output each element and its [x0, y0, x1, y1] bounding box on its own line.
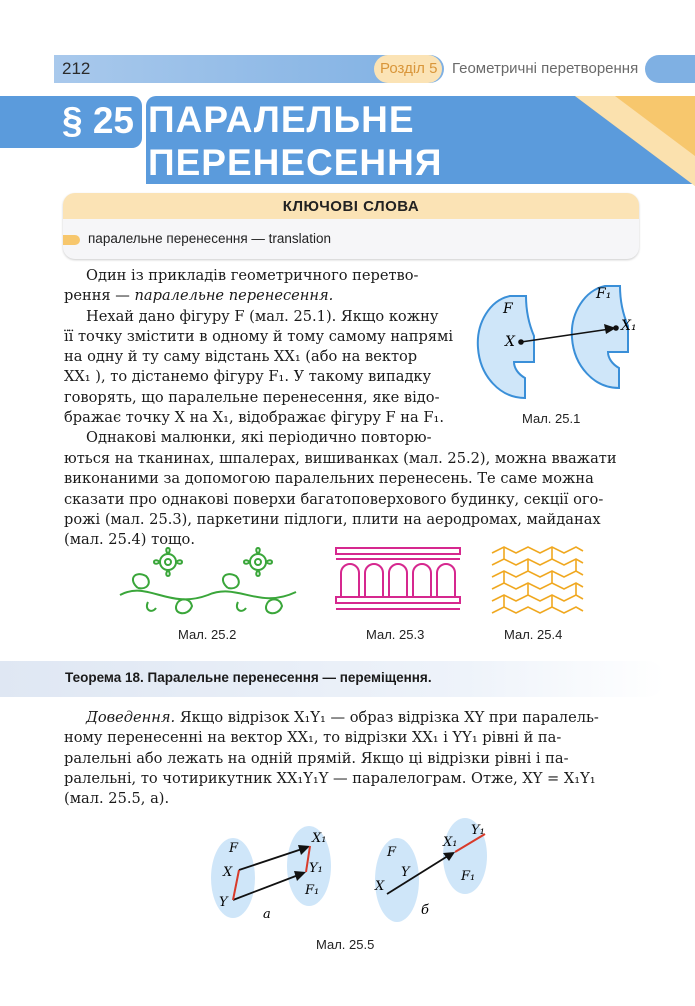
label-Y-b: Y [401, 865, 410, 880]
p2-line4: XX₁ ), то дістанемо фігуру F₁. У такому випадку [64, 368, 432, 386]
p3-line2: ються на тканинах, шпалерах, вишиванках (мал. 25.2), можна вважати [64, 450, 617, 467]
label-X-b: X [375, 879, 385, 894]
caption-25-4: Мал. 25.4 [504, 627, 563, 642]
p2-line5: говорять, що паралельне перенесення, яке відо- [64, 388, 440, 406]
figure-25-4 [490, 545, 585, 615]
label-X1-b: X₁ [443, 835, 458, 850]
label-b: б [421, 903, 429, 918]
label-a: а [263, 907, 271, 922]
proof-line2: ному перенесенні на вектор XX₁, то відрізки XX₁ і YY₁ рівні й па- [64, 729, 562, 747]
caption-25-3: Мал. 25.3 [366, 627, 425, 642]
fence-bottom-rail [336, 597, 460, 603]
chapter-title: Геометричні перетворення [452, 60, 639, 77]
keywords-heading: КЛЮЧОВІ СЛОВА [282, 198, 420, 215]
label-F1-b: F₁ [461, 869, 476, 884]
paragraph-1 [64, 266, 459, 449]
figure-25-2 [118, 540, 298, 620]
figure-25-5a [205, 818, 345, 928]
point-X [518, 339, 524, 345]
p2-line6: бражає точку X на X₁, відображає фігуру F на F₁. [64, 409, 444, 427]
keyword-item: паралельне перенесення — translation [88, 231, 331, 246]
label-X: X [505, 334, 515, 350]
caption-25-1: Мал. 25.1 [522, 411, 581, 426]
p3-line3: виконаними за допомогою паралельних перенесень. Те саме можна [64, 470, 594, 488]
section-title [148, 98, 442, 184]
banner-decoration [575, 96, 695, 186]
proof-line1-text: Якщо відрізок X₁Y₁ — образ відрізка XY при паралель- [175, 709, 599, 726]
p1-line2 [64, 286, 459, 306]
proof-line1 [64, 708, 640, 728]
section-number: § 25 [62, 100, 135, 141]
label-Y-a: Y [219, 895, 228, 910]
label-Y1-a: Y₁ [309, 861, 323, 876]
label-X1: X₁ [621, 318, 637, 334]
header-right-pill [645, 55, 695, 83]
p2-line2: її точку змістити в одному й тому самому напрямі [64, 327, 454, 345]
proof-label: Доведення. [86, 709, 176, 726]
figure-25-1 [470, 278, 645, 408]
label-F-b: F [387, 845, 397, 860]
figure-25-5b [365, 810, 505, 930]
p1-line2-emphasis: паралельне перенесення. [134, 287, 334, 305]
label-X1-a: X₁ [312, 831, 327, 846]
p3-line5: рожі (мал. 25.3), паркетини підлоги, плити на аеродромах, майданах [64, 510, 601, 528]
p1-line1: Один із прикладів геометричного перетво- [86, 267, 419, 284]
p1-line2-text: рення — [64, 287, 135, 305]
caption-25-2: Мал. 25.2 [178, 627, 237, 642]
p2-line3: на одну й ту саму відстань XX₁ (або на вектор [64, 348, 418, 366]
section-title-line1: ПАРАЛЕЛЬНЕ [148, 99, 415, 140]
label-X-a: X [223, 865, 233, 880]
flower-2 [250, 554, 266, 570]
p3-line4: сказати про однакові поверхи багатоповерхового будинку, секції ого- [64, 490, 604, 508]
p3-line6: (мал. 25.4) тощо. [64, 531, 195, 549]
label-Y1-b: Y₁ [471, 823, 485, 838]
page-number: 212 [62, 59, 91, 78]
label-F1: F₁ [596, 286, 612, 302]
chapter-label: Розділ 5 [380, 60, 438, 77]
figure-25-3 [333, 545, 463, 615]
label-F-a: F [229, 841, 239, 856]
section-title-line2: ПЕРЕНЕСЕННЯ [148, 142, 443, 183]
caption-25-5: Мал. 25.5 [316, 937, 375, 952]
fence-top-rail [336, 548, 460, 554]
label-F1-a: F₁ [305, 883, 320, 898]
point-X1 [613, 325, 619, 331]
keyword-bullet [63, 235, 80, 245]
paragraph-3 [64, 449, 640, 550]
p3-line1: Однакові малюнки, які періодично повторю- [86, 429, 432, 447]
p2-line1: Нехай дано фігуру F (мал. 25.1). Якщо кожну [86, 307, 439, 325]
proof-line5: (мал. 25.5, а). [64, 790, 170, 808]
proof-line4: ралельні, то чотирикутник XX₁Y₁Y — паралелограм. Отже, XY = X₁Y₁ [64, 769, 596, 787]
flower-1 [160, 554, 176, 570]
theorem-text: Теорема 18. Паралельне перенесення — переміщення. [65, 670, 432, 685]
proof [64, 708, 640, 809]
vine-stem [120, 591, 296, 600]
proof-line3: ралельні або лежать на одній прямій. Якщо ці відрізки рівні і па- [64, 749, 569, 767]
label-F: F [503, 301, 513, 317]
